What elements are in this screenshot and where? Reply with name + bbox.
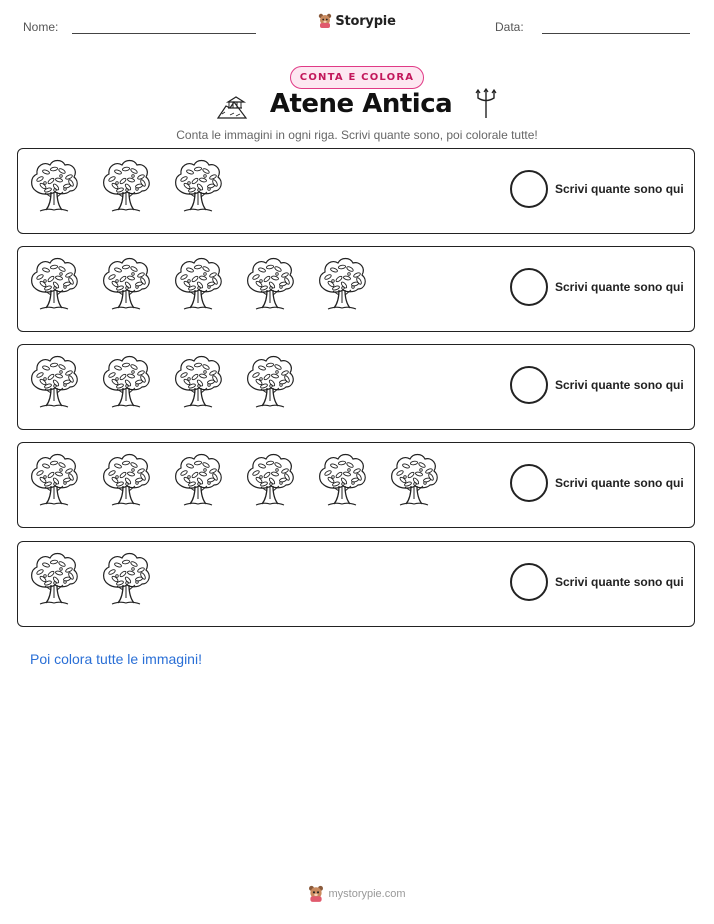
tree-group bbox=[28, 255, 368, 313]
tree-group bbox=[28, 353, 296, 411]
olive-tree-icon bbox=[100, 550, 152, 608]
page-title: Atene Antica bbox=[269, 89, 453, 119]
answer-label: Scrivi quante sono qui bbox=[555, 476, 684, 490]
name-label: Nome: bbox=[23, 20, 59, 34]
tree-group bbox=[28, 550, 152, 608]
answer-circle[interactable] bbox=[510, 268, 548, 306]
olive-tree-icon bbox=[244, 255, 296, 313]
trident-icon bbox=[474, 88, 498, 120]
count-row bbox=[17, 148, 695, 234]
footer-url[interactable]: mystorypie.com bbox=[328, 888, 406, 900]
instructions: Conta le immagini in ogni riga. Scrivi quante sono, poi colorale tutte! bbox=[176, 128, 538, 142]
olive-tree-icon bbox=[100, 353, 152, 411]
olive-tree-icon bbox=[244, 451, 296, 509]
count-row bbox=[17, 442, 695, 528]
tree-group bbox=[28, 157, 224, 215]
answer-circle[interactable] bbox=[510, 170, 548, 208]
olive-tree-icon bbox=[172, 157, 224, 215]
footer bbox=[0, 885, 714, 903]
brand-name: Storypie bbox=[335, 13, 396, 29]
count-row bbox=[17, 541, 695, 627]
olive-tree-icon bbox=[28, 451, 80, 509]
answer-label: Scrivi quante sono qui bbox=[555, 378, 684, 392]
date-label: Data: bbox=[495, 20, 524, 34]
count-row bbox=[17, 246, 695, 332]
olive-tree-icon bbox=[316, 255, 368, 313]
olive-tree-icon bbox=[28, 550, 80, 608]
olive-tree-icon bbox=[172, 255, 224, 313]
bear-mascot-icon bbox=[308, 885, 324, 903]
answer-circle[interactable] bbox=[510, 464, 548, 502]
answer-circle[interactable] bbox=[510, 366, 548, 404]
olive-tree-icon bbox=[100, 451, 152, 509]
olive-tree-icon bbox=[388, 451, 440, 509]
olive-tree-icon bbox=[316, 451, 368, 509]
answer-circle[interactable] bbox=[510, 563, 548, 601]
answer-label: Scrivi quante sono qui bbox=[555, 280, 684, 294]
olive-tree-icon bbox=[172, 451, 224, 509]
coloring-instruction: Poi colora tutte le immagini! bbox=[30, 651, 202, 667]
olive-tree-icon bbox=[100, 157, 152, 215]
bear-mascot-icon bbox=[318, 13, 332, 29]
count-row bbox=[17, 344, 695, 430]
acropolis-icon bbox=[216, 88, 248, 120]
olive-tree-icon bbox=[172, 353, 224, 411]
answer-label: Scrivi quante sono qui bbox=[555, 575, 684, 589]
olive-tree-icon bbox=[244, 353, 296, 411]
activity-badge: CONTA E COLORA bbox=[290, 66, 424, 89]
tree-group bbox=[28, 451, 440, 509]
olive-tree-icon bbox=[28, 157, 80, 215]
date-field[interactable] bbox=[542, 33, 690, 34]
olive-tree-icon bbox=[100, 255, 152, 313]
brand bbox=[0, 13, 714, 34]
answer-label: Scrivi quante sono qui bbox=[555, 182, 684, 196]
olive-tree-icon bbox=[28, 255, 80, 313]
olive-tree-icon bbox=[28, 353, 80, 411]
